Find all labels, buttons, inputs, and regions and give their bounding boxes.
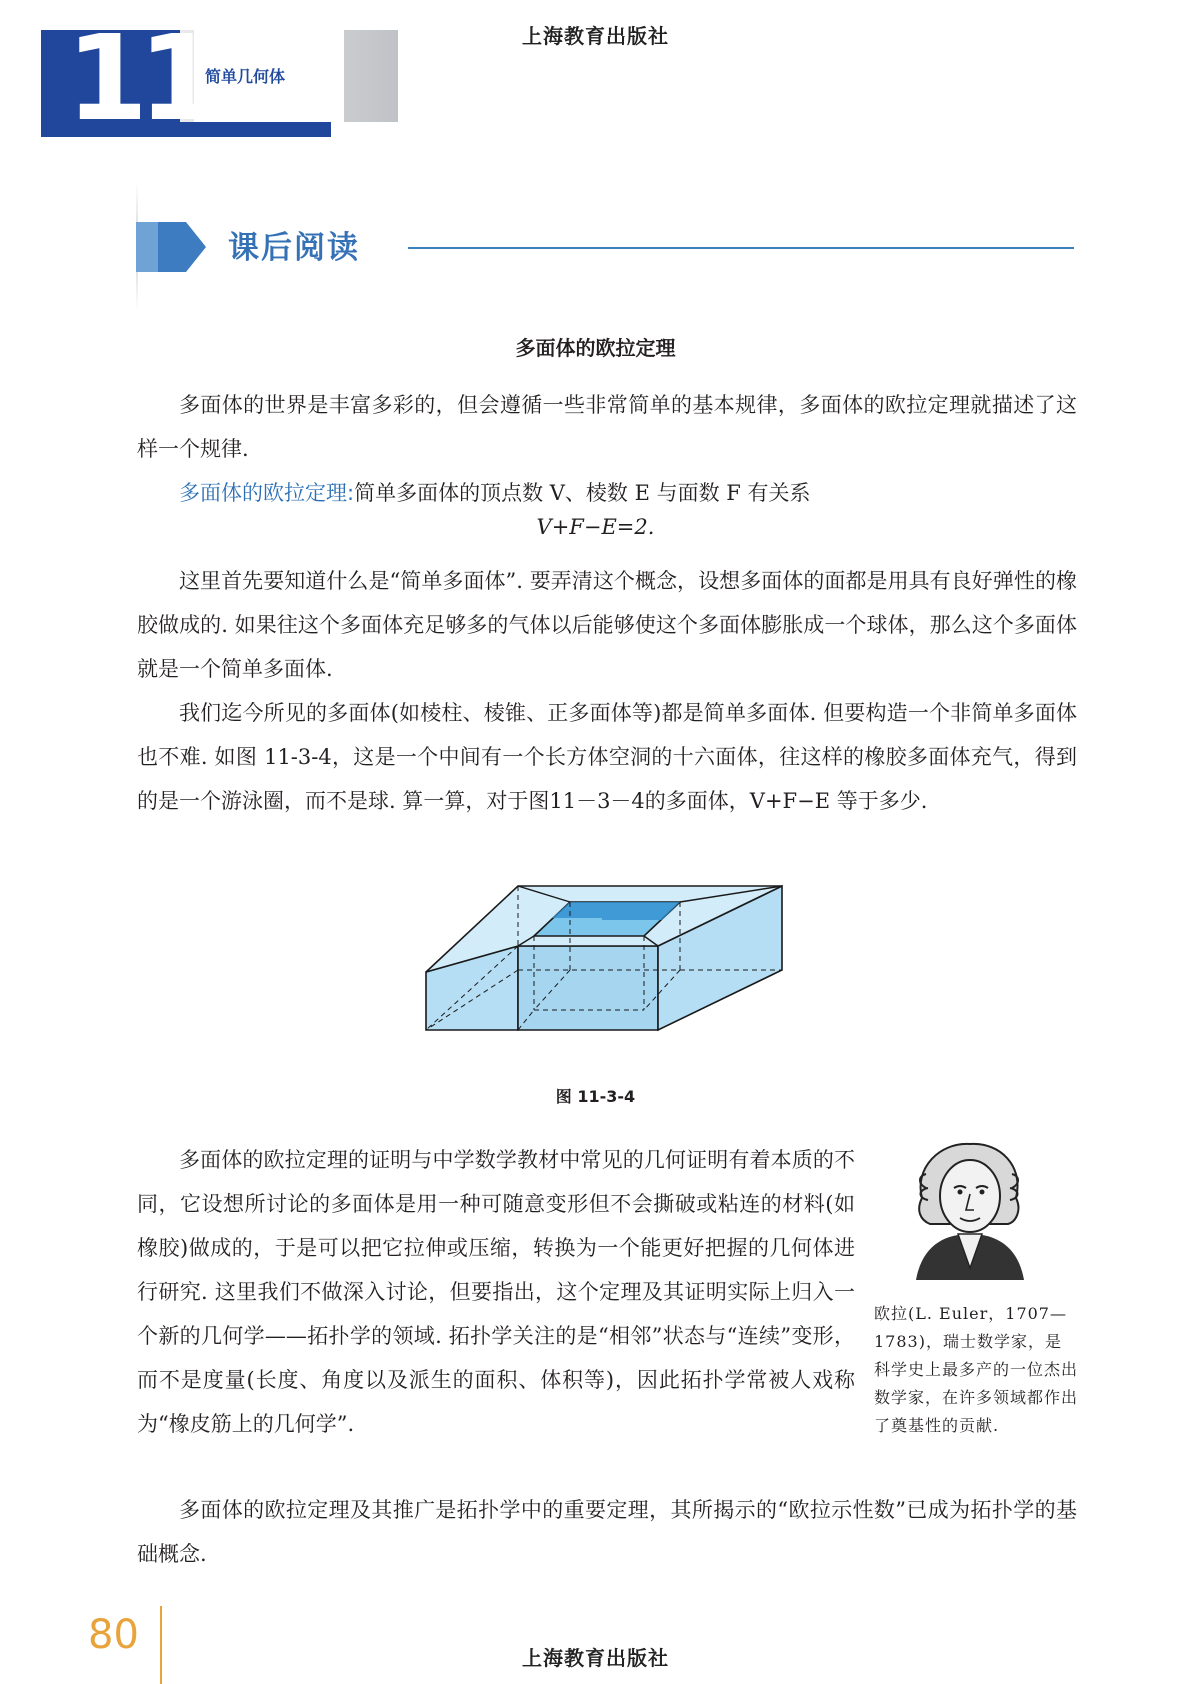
footer-publisher: 上海教育出版社 xyxy=(522,1646,669,1670)
euler-portrait xyxy=(908,1138,1032,1280)
theorem-label: 多面体的欧拉定理: xyxy=(179,481,355,505)
euler-caption: 欧拉(L. Euler，1707—1783)，瑞士数学家，是科学史上最多产的一位杰出数学家，在许多领域都作出了奠基性的贡献. xyxy=(874,1304,1079,1435)
article-title: 多面体的欧拉定理 xyxy=(515,336,676,360)
figure-caption: 图 11-3-4 xyxy=(555,1087,636,1106)
section-title: 课后阅读 xyxy=(228,230,360,266)
header-publisher: 上海教育出版社 xyxy=(522,24,669,48)
paragraph-intro: 多面体的世界是丰富多彩的，但会遵循一些非常简单的基本规律，多面体的欧拉定理就描述了这样一个规律. xyxy=(137,393,1077,461)
chapter-number: 11 xyxy=(66,9,211,147)
paragraph-simple-polyhedron: 这里首先要知道什么是“简单多面体”. 要弄清这个概念，设想多面体的面都是用具有良好弹性的橡胶做成的. 如果往这个多面体充足够多的气体以后能够使这个多面体膨胀成一个球体，那么这个多面体就是一个简单多面体. xyxy=(137,569,1077,681)
figure-polyhedron-with-hole xyxy=(422,880,790,1052)
paragraph-non-simple: 我们迄今所见的多面体(如棱柱、棱锥、正多面体等)都是简单多面体. 但要构造一个非简单多面体也不难. 如图 11-3-4，这是一个中间有一个长方体空洞的十六面体，往这样的橡胶多面体充气，得到的是一个游泳圈，而不是球. 算一算，对于图11－3－4的多面体，V+F−E 等于多少. xyxy=(137,701,1077,813)
euler-formula: V+F−E=2. xyxy=(536,515,655,539)
paragraph-euler-characteristic: 多面体的欧拉定理及其推广是拓扑学中的重要定理，其所揭示的“欧拉示性数”已成为拓扑学的基础概念. xyxy=(137,1498,1077,1566)
theorem-text: 简单多面体的顶点数 V、棱数 E 与面数 F 有关系 xyxy=(354,481,811,505)
section-arrow-icon xyxy=(136,218,208,276)
theorem-statement xyxy=(137,471,1077,515)
chapter-title: 简单几何体 xyxy=(205,67,286,86)
paragraph-topology: 多面体的欧拉定理的证明与中学数学教材中常见的几何证明有着本质的不同，它设想所讨论的多面体是用一种可随意变形但不会撕破或粘连的材料(如橡胶)做成的，于是可以把它拉伸或压缩，转换为一个能更好把握的几何体进行研究. 这里我们不做深入讨论，但要指出，这个定理及其证明实际上归入一个新的几何学——拓扑学的领域. 拓扑学关注的是“相邻”状态与“连续”变形，而不是度量(长度、角度以及派生的面积、体积等)，因此拓扑学常被人戏称为“橡皮筋上的几何学”. xyxy=(137,1148,855,1436)
section-rule xyxy=(408,247,1074,249)
page-number: 80 xyxy=(88,1612,139,1658)
